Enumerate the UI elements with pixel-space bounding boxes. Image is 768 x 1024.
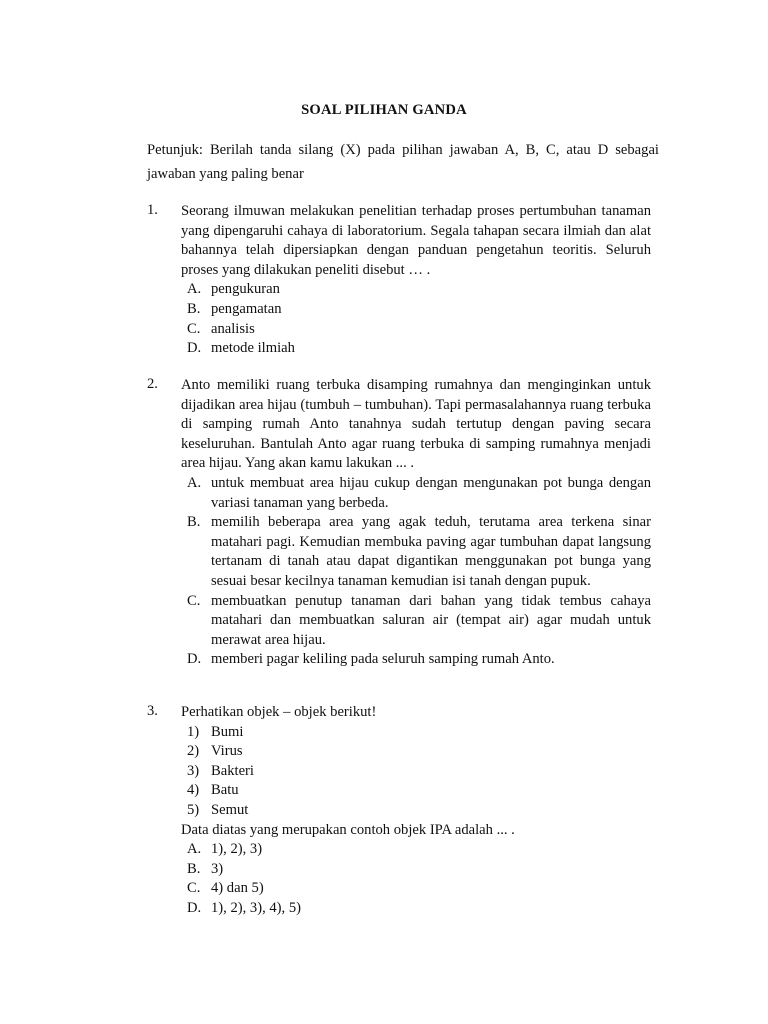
option-text: memberi pagar keliling pada seluruh samping rumah Anto. xyxy=(211,651,555,668)
option-text: 1), 2), 3), 4), 5) xyxy=(211,899,301,916)
option-c xyxy=(181,879,651,899)
option-c xyxy=(181,592,651,651)
question-2 xyxy=(147,376,651,670)
question-number: 3. xyxy=(147,703,158,719)
question-followup: Data diatas yang merupakan contoh objek IPA adalah ... . xyxy=(181,821,515,838)
item-number: 3) xyxy=(187,762,200,779)
option-a xyxy=(181,280,651,300)
item-text: Batu xyxy=(211,782,239,799)
item-number: 2) xyxy=(187,743,200,760)
option-d xyxy=(181,650,651,670)
option-b xyxy=(181,860,651,880)
answer-options xyxy=(181,840,651,918)
option-letter: D. xyxy=(187,340,202,357)
question-text: Seorang ilmuwan melakukan penelitian terhadap proses pertumbuhan tanaman yang dipengaruhi cahaya di laboratorium. Segala tahapan secara ilmiah dan alat bahannya telah dipersiapkan dengan panduan pengetahun teoritis. Seluruh proses yang dilakukan peneliti disebut … . xyxy=(181,203,651,278)
option-letter: A. xyxy=(187,841,202,858)
option-c xyxy=(181,320,651,340)
option-letter: A. xyxy=(187,474,202,491)
option-text: metode ilmiah xyxy=(211,340,295,357)
option-text: memilih beberapa area yang agak teduh, terutama area terkena sinar matahari pagi. Kemudian membuka paving agar tumbuhan dapat langsung tertanam di tanah atau dapat digantikan menggunakan pot bunga yang sesuai besar kecilnya tanaman kemudian isi tanah dengan pupuk. xyxy=(211,514,651,589)
option-letter: B. xyxy=(187,860,201,877)
list-item xyxy=(181,781,651,801)
item-text: Bakteri xyxy=(211,762,254,779)
instruction-text: Petunjuk: Berilah tanda silang (X) pada pilihan jawaban A, B, C, atau D sebagai jawaban yang paling benar xyxy=(147,142,659,182)
object-list xyxy=(181,723,651,821)
question-text: Anto memiliki ruang terbuka disamping rumahnya dan menginginkan untuk dijadikan area hijau (tumbuh – tumbuhan). Tapi permasalahannya ruang terbuka di samping rumah Anto tanahnya sudah tertutup dengan paving secara keseluruhan. Bantulah Anto agar ruang terbuka di samping rumahnya menjadi area hijau. Yang akan kamu lakukan ... . xyxy=(181,377,651,472)
option-a xyxy=(181,840,651,860)
item-number: 5) xyxy=(187,801,200,818)
option-d xyxy=(181,339,651,359)
option-text: untuk membuat area hijau cukup dengan mengunakan pot bunga dengan variasi tanaman yang berbeda. xyxy=(211,474,651,511)
option-d xyxy=(181,899,651,919)
option-b xyxy=(181,513,651,591)
question-3 xyxy=(147,703,651,919)
item-number: 4) xyxy=(187,782,200,799)
item-text: Semut xyxy=(211,801,249,818)
option-text: pengamatan xyxy=(211,300,282,317)
option-a xyxy=(181,474,651,513)
option-letter: C. xyxy=(187,592,201,609)
option-text: 3) xyxy=(211,860,224,877)
option-letter: C. xyxy=(187,320,201,337)
page-title: SOAL PILIHAN GANDA xyxy=(301,102,467,118)
option-letter: C. xyxy=(187,880,201,897)
option-text: analisis xyxy=(211,320,255,337)
item-text: Virus xyxy=(211,743,243,760)
option-text: membuatkan penutup tanaman dari bahan yang tidak tembus cahaya matahari dan membuatkan saluran air (tempat air) agar mudah untuk merawat area hijau. xyxy=(211,592,651,648)
option-text: 4) dan 5) xyxy=(211,880,264,897)
question-text: Perhatikan objek – objek berikut! xyxy=(181,704,377,720)
answer-options xyxy=(181,474,651,670)
option-letter: A. xyxy=(187,281,202,298)
option-letter: B. xyxy=(187,514,201,531)
item-text: Bumi xyxy=(211,723,244,740)
question-number: 2. xyxy=(147,376,158,392)
option-letter: D. xyxy=(187,651,202,668)
list-item xyxy=(181,742,651,762)
option-b xyxy=(181,300,651,320)
list-item xyxy=(181,801,651,821)
list-item xyxy=(181,723,651,743)
option-letter: D. xyxy=(187,899,202,916)
question-1 xyxy=(147,202,651,359)
item-number: 1) xyxy=(187,723,200,740)
answer-options xyxy=(181,280,651,358)
option-text: 1), 2), 3) xyxy=(211,841,263,858)
list-item xyxy=(181,762,651,782)
question-number: 1. xyxy=(147,202,158,218)
option-text: pengukuran xyxy=(211,281,280,298)
option-letter: B. xyxy=(187,300,201,317)
